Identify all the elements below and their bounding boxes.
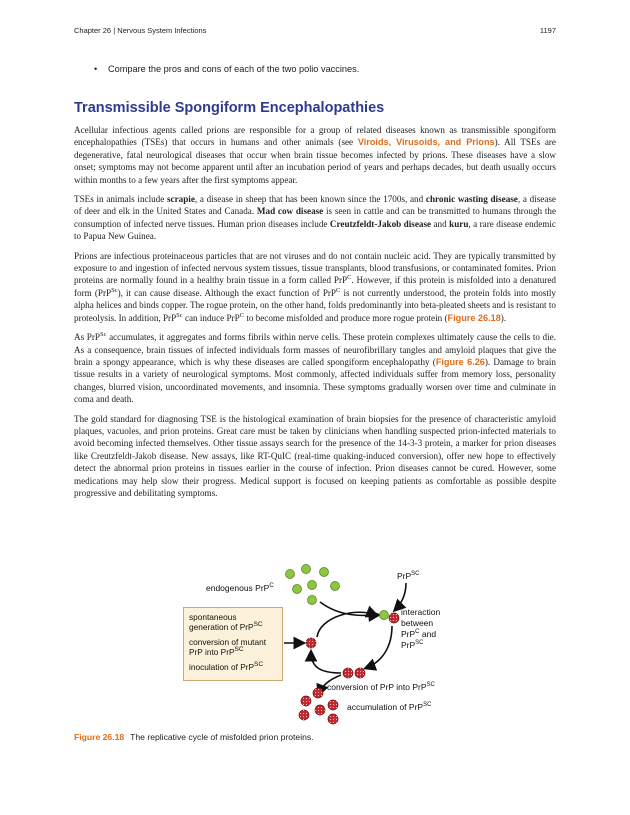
- accumulation-label: accumulation of PrP$^{SC}$: [347, 702, 432, 712]
- prpsc-label: PrP$^{SC}$: [397, 571, 420, 581]
- arrow-to-conversion: [366, 626, 392, 668]
- accumulated-prions: [299, 688, 338, 724]
- conversion-pair: [343, 668, 365, 678]
- paragraph-4: As PrP$^{Sc}$ accumulates, it aggregates and forms fibrils within nerve cells. These protein complexes ultimately cause the cells to die. As a consequence, brain tissues of infected individuals form masses of neurofibrillary tangles and amyloid plaques that give the brain a spongy appearance, which is why these diseases are called spongiform encephalopathy (Figure 6.26). Damage to brain tissue results in a variety of neurological symptoms. Most commonly, affected individuals suffer from memory loss, personality changes, blurred vision, uncoordinated movements, and insomnia. These symptoms gradually worsen over time and culminate in coma and death.: [74, 331, 556, 405]
- interaction-pair: [380, 611, 400, 624]
- arrow-to-prion: [311, 652, 341, 673]
- body-text: [74, 124, 556, 506]
- link-figure-6-26[interactable]: Figure 6.26: [435, 356, 485, 367]
- bullet-text: Compare the pros and cons of each of the two polio vaccines.: [108, 64, 360, 74]
- objective-bullet: [94, 64, 359, 74]
- prion-cycle-figure: [170, 562, 470, 732]
- box-item-inoculation: inoculation of PrP$^{SC}$: [189, 661, 264, 672]
- paragraph-2: TSEs in animals include scrapie, a disease in sheep that has been known since the 1700s, and chronic wasting disease, a disease of deer and elk in the United States and Canada. Mad cow disease is seen in cattle and can be transmitted to humans through the consumption of infected nerve tissues. Human prion diseases include Creutzfeldt-Jakob disease and kuru, a rare disease endemic to Papua New Guinea.: [74, 194, 556, 242]
- page-header: [74, 26, 556, 35]
- link-figure-26-18[interactable]: Figure 26.18: [447, 312, 501, 323]
- converted-prion: [306, 638, 316, 648]
- page-number: 1197: [539, 26, 556, 35]
- paragraph-1: Acellular infectious agents called prions are responsible for a group of related diseases known as transmissible spongiform encephalopathies (TSEs) that occurs in humans and other animals (see Viroids, Virusoids, and Prions). All TSEs are degenerative, fatal neurological diseases that occur when brain tissue becomes infected by prions. These diseases have a slow onset; symptoms may not become apparent until after an incubation period of years and perhaps decades, but death usually occurs within months to a few years after the first symptoms appear.: [74, 125, 556, 185]
- bullet-marker: •: [94, 64, 98, 74]
- prpsc-sources-box: [183, 607, 283, 681]
- arrow-prpsc-down: [395, 583, 406, 610]
- caption-label: Figure 26.18: [74, 732, 125, 742]
- normal-prion-cluster: [286, 565, 340, 605]
- caption-text: The replicative cycle of misfolded prion proteins.: [130, 732, 314, 742]
- link-viroids[interactable]: Viroids, Virusoids, and Prions: [357, 137, 495, 148]
- interaction-label: interaction between PrP$^C$ and PrP$^{SC}$: [401, 607, 441, 650]
- box-item-spontaneous: spontaneous generation of PrP$^{SC}$: [189, 612, 263, 632]
- paragraph-5: The gold standard for diagnosing TSE is the histological examination of brain biopsies for the presence of characteristic amyloid plaques, vacuoles, and prion proteins. Great care must be taken by clinicians when handling suspected prion-infected materials to avoid becoming infected themselves. Other tissue assays search for the presence of the 14-3-3 protein, a marker for prion diseases like Creutzfeldt-Jakob disease. New assays, like RT-QuIC (real-time quaking-induced conversion), offer new hope to effectively detect the abnormal prion proteins in tissues earlier in the course of infection. Prion diseases cannot be cured. However, some medications may help slow their progress. Medical support is focused on keeping patients as comfortable as possible despite progressive and debilitating symptoms.: [74, 413, 556, 498]
- box-item-mutant: conversion of mutant PrP into PrP$^{SC}$: [189, 637, 267, 657]
- conversion-label: conversion of PrP into PrP$^{SC}$: [327, 682, 435, 692]
- paragraph-3: Prions are infectious proteinaceous particles that are not viruses and do not contain nucleic acid. They are typically transmitted by exposure to and ingestion of infected nervous system tissues, tissue transplants, blood transfusions, or contaminated fomites. Prion proteins are normally found in a healthy brain tissue in a form called PrP$^C$. However, if this protein is misfolded into a denatured form (PrP$^{Sc}$), it can cause disease. Although the exact function of PrP$^C$ is not currently understood, the protein folds into mostly alpha helices and binds copper. The rogue protein, on the other hand, folds predominantly into beta-pleated sheets and is resistant to proteolysis. In addition, PrP$^{Sc}$ can induce PrP$^C$ to become misfolded and produce more rogue protein (Figure 26.18).: [74, 250, 556, 323]
- section-title: Transmissible Spongiform Encephalopathies: [74, 100, 385, 116]
- chapter-title: Chapter 26 | Nervous System Infections: [74, 26, 207, 35]
- figure-caption: [74, 732, 314, 742]
- endogenous-label: endogenous PrP$^C$: [206, 583, 274, 593]
